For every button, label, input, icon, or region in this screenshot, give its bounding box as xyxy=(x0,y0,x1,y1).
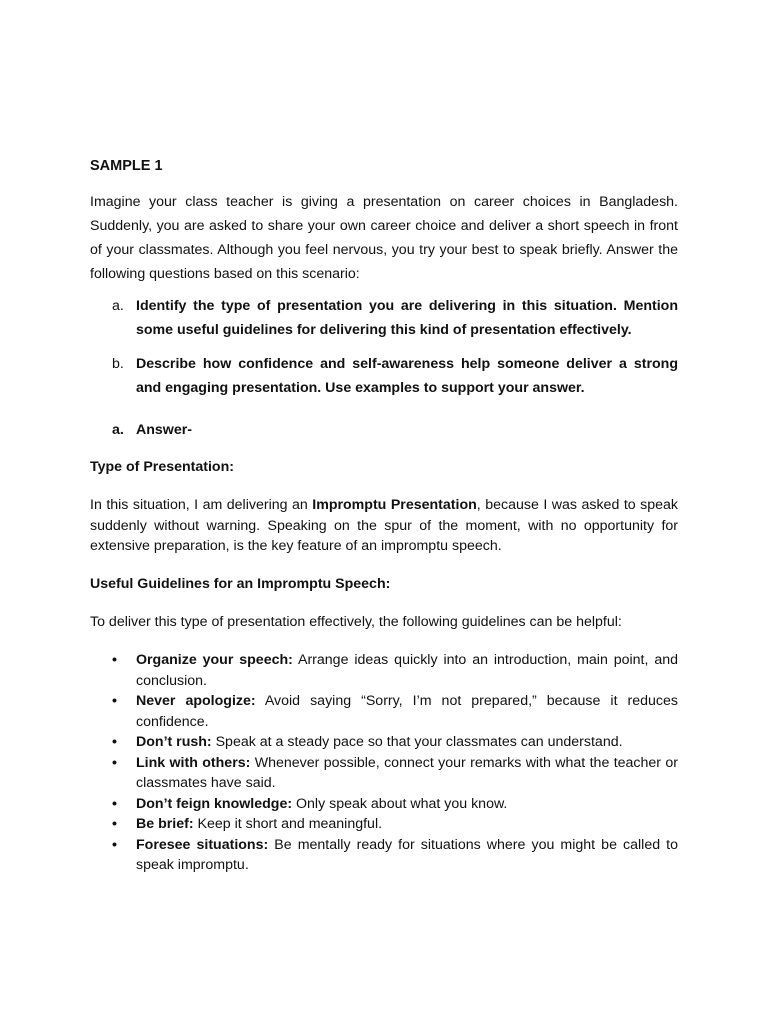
bullet-icon: • xyxy=(112,816,117,832)
bullet-icon: • xyxy=(112,734,117,750)
guideline-text: Avoid saying “Sorry, I’m not prepared,” because it reduces confidence. xyxy=(136,693,679,730)
guideline-item xyxy=(90,650,678,691)
type-paragraph-end: , because I was asked to speak suddenly without warning. Speaking on the spur of the moment, with no opportunity for extensive preparation, is the key feature of an impromptu speech. xyxy=(90,497,679,554)
bullet-icon: • xyxy=(112,652,117,668)
question-text: Describe how confidence and self-awareness help someone deliver a strong and engaging presentation. Use examples to support your answer. xyxy=(136,356,678,396)
guidelines-list xyxy=(90,650,678,876)
guideline-text: Keep it short and meaningful. xyxy=(193,816,383,832)
question-item xyxy=(90,352,678,400)
guideline-text: Speak at a steady pace so that your classmates can understand. xyxy=(211,734,623,750)
bullet-icon: • xyxy=(112,754,117,771)
guideline-label: Don’t feign knowledge: xyxy=(136,795,293,812)
sample-title: SAMPLE 1 xyxy=(90,158,163,174)
answer-label xyxy=(90,420,678,440)
guideline-text: Whenever possible, connect your remarks with what the teacher or classmates have said. xyxy=(136,754,678,791)
guideline-item xyxy=(90,691,678,732)
answer-text: Answer- xyxy=(136,422,192,438)
type-paragraph xyxy=(90,495,678,557)
guideline-item xyxy=(90,732,678,753)
guideline-item xyxy=(90,753,678,794)
guideline-item xyxy=(90,835,678,876)
type-paragraph-term: Impromptu Presentation xyxy=(312,497,477,513)
question-marker: a. xyxy=(112,298,124,314)
guideline-label: Don’t rush: xyxy=(136,734,212,750)
guideline-label: Never apologize: xyxy=(136,693,256,709)
question-list xyxy=(90,294,678,400)
guideline-text: Be mentally ready for situations where you might be called to speak impromptu. xyxy=(136,836,678,873)
guideline-item xyxy=(90,814,678,835)
answer-marker: a. xyxy=(112,422,124,438)
bullet-icon: • xyxy=(112,693,117,709)
type-paragraph-start: In this situation, I am delivering an xyxy=(90,497,313,513)
guideline-text: Only speak about what you know. xyxy=(292,795,508,812)
guideline-label: Link with others: xyxy=(136,754,251,771)
guidelines-heading: Useful Guidelines for an Impromptu Speech: xyxy=(90,575,391,592)
bullet-icon: • xyxy=(112,836,117,853)
guideline-text: Arrange ideas quickly into an introduction, main point, and conclusion. xyxy=(136,652,679,689)
bullet-icon: • xyxy=(112,795,117,812)
scenario-paragraph: Imagine your class teacher is giving a presentation on career choices in Bangladesh. Suddenly, you are asked to share your own career choice and deliver a short speech in front of your classmates. Although you feel nervous, you try your best to speak briefly. Answer the following questions based on this scenario: xyxy=(90,194,678,282)
question-marker: b. xyxy=(112,356,124,372)
guideline-label: Organize your speech: xyxy=(136,652,293,668)
question-item xyxy=(90,294,678,342)
guideline-item xyxy=(90,794,678,815)
guideline-label: Foresee situations: xyxy=(136,836,269,853)
guidelines-intro: To deliver this type of presentation effectively, the following guidelines can be helpful: xyxy=(90,613,622,630)
question-text: Identify the type of presentation you are delivering in this situation. Mention some useful guidelines for delivering this kind of presentation effectively. xyxy=(136,298,678,338)
guideline-label: Be brief: xyxy=(136,816,194,832)
type-heading: Type of Presentation: xyxy=(90,459,234,475)
document-body xyxy=(90,156,678,876)
